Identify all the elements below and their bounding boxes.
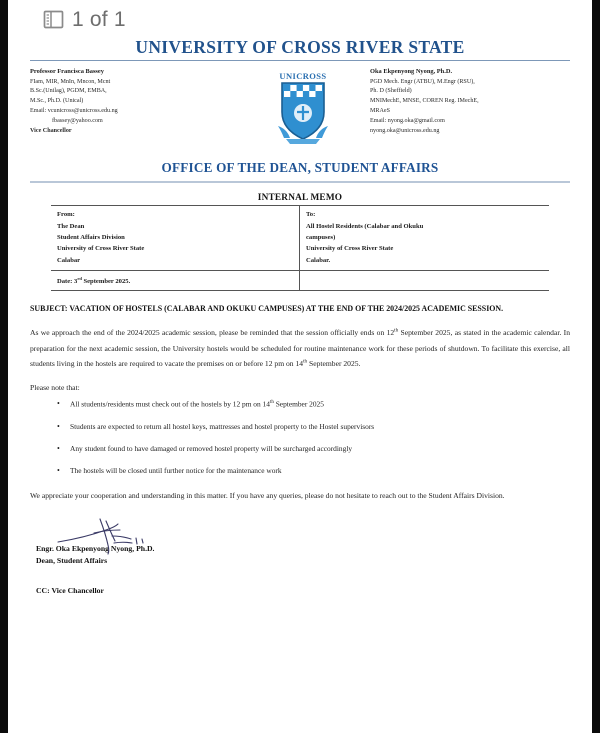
paragraph-1-part-1: As we approach the end of the 2024/2025 academic session, please be reminded that the session officially ends on 12 [30,328,395,338]
bullet-text: The hostels will be closed until further notice for the maintenance work [70,466,282,476]
paragraph-1-part-3: September 2025. [307,359,361,369]
closing-paragraph: We appreciate your cooperation and understanding in this matter. If you have any queries, please do not hesitate to reach out to the Student Affairs Division. [30,490,505,500]
memo-date-day: 3 [74,278,78,286]
bullet-ordinal: th [269,399,274,405]
signature-area [30,515,570,595]
vc-name: Professor Francisca Bassey [30,68,104,76]
memo-address-row [51,206,549,271]
memo-from-line: The Dean [57,222,85,230]
list-item [70,466,570,476]
letterhead-row [30,67,570,146]
signature-title: Dean, Student Affairs [36,556,108,566]
university-title: UNIVERSITY OF CROSS RIVER STATE [135,37,465,57]
paragraph-1-ordinal-1: th [394,327,399,334]
memo-from-line: Student Affairs Division [57,233,125,241]
memo-date-empty-cell [300,271,549,290]
letterhead-right-block [370,67,570,137]
page-indicator-badge[interactable] [40,6,132,33]
office-title: OFFICE OF THE DEAN, STUDENT AFFAIRS [161,160,439,176]
vc-credentials-1: FIam, MIR, MnIn, Mncon, Mcnt [30,78,111,85]
letterhead-left-block [30,67,236,137]
dean-credentials-2: Ph. D (Sheffield) [370,88,412,95]
paragraph-1-ordinal-2: th [303,358,308,365]
vc-credentials-2: B.Sc.(Unilag), PGDM, EMBA, [30,88,107,95]
memo-from-line: University of Cross River State [57,245,145,253]
vc-email-1: Email: vcunicross@unicross.edu.ng [30,108,118,115]
dean-email-1: Email: nyong.oka@gmail.com [370,118,445,125]
memo-from-cell [51,206,300,270]
document-page [8,0,592,733]
dean-credentials-3: MNIMechE, MNSE, COREN Reg. IMechE, [370,98,479,105]
page-indicator-text: 1 of 1 [72,8,126,31]
bullet-text: Students are expected to return all hostel keys, mattresses and hostel property to the Hostel supervisors [70,421,375,431]
memo-date-label: Date: [57,278,73,286]
bullet-text: Any student found to have damaged or removed hostel property will be surcharged accordingly [70,443,353,453]
letterhead-divider [30,60,570,61]
paragraph-1-part-2: September 2025, as stated in the academic calendar. In preparation for the next academic session, the University hostels would be scheduled for routine maintenance work for these periods of shutdown. To facilitate this exercise, all students living in the hostels are required to vacate the premises on or before 12 pm on 14 [30,328,570,369]
bullet-text-after: September 2025 [273,399,324,409]
memo-to-label: To: [306,211,316,219]
list-item [70,444,570,454]
unicross-crest-icon [272,68,334,146]
memo-table [51,205,549,291]
dean-email-2: nyong.oka@unicross.edu.ng [370,127,440,134]
list-item [70,399,570,410]
dean-credentials-4: MRAeS [370,108,390,115]
note-lead: Please note that: [30,382,80,392]
memo-heading: INTERNAL MEMO [257,193,343,204]
memo-to-line: University of Cross River State [306,245,394,253]
handwritten-signature-icon [54,515,174,557]
memo-to-cell [300,206,549,270]
body-paragraph-1 [30,325,570,372]
memo-to-line: Calabar. [306,256,331,264]
document-content [8,0,592,595]
memo-from-label: From: [57,211,75,219]
bullet-text: All students/residents must check out of the hostels by 12 pm on 14 [70,399,270,409]
memo-date-ordinal: rd [77,275,82,281]
list-item [70,422,570,432]
memo-date-row [51,271,549,290]
vc-role: Vice Chancellor [30,127,72,134]
memo-from-line: Calabar [57,256,81,264]
dean-name: Oka Ekpenyong Nyong, Ph.D. [370,68,453,76]
dean-credentials-1: PGD Mech. Engr (ATBU), M.Engr (RSU), [370,78,475,85]
notice-bullet-list [30,399,570,477]
vc-credentials-3: M.Sc., Ph.D. (Unical) [30,98,84,105]
subject-line: SUBJECT: VACATION OF HOSTELS (CALABAR AND OKUKU CAMPUSES) AT THE END OF THE 2024/2025 ACADEMIC SESSION. [30,304,504,314]
crest-wrapper [264,67,342,146]
page-document-icon [42,8,65,31]
memo-to-line: campuses) [306,233,336,241]
memo-date-cell [51,271,300,290]
vc-email-2: fbassey@yahoo.com [52,118,103,125]
memo-to-line: All Hostel Residents (Calabar and Okuku [306,222,424,230]
cc-line: CC: Vice Chancellor [36,585,104,595]
memo-date-rest: September 2025. [81,278,131,286]
signature-name: Engr. Oka Ekpenyong Nyong, Ph.D. [36,544,155,554]
svg-text:UNICROSS: UNICROSS [279,71,327,82]
office-divider [30,181,570,183]
